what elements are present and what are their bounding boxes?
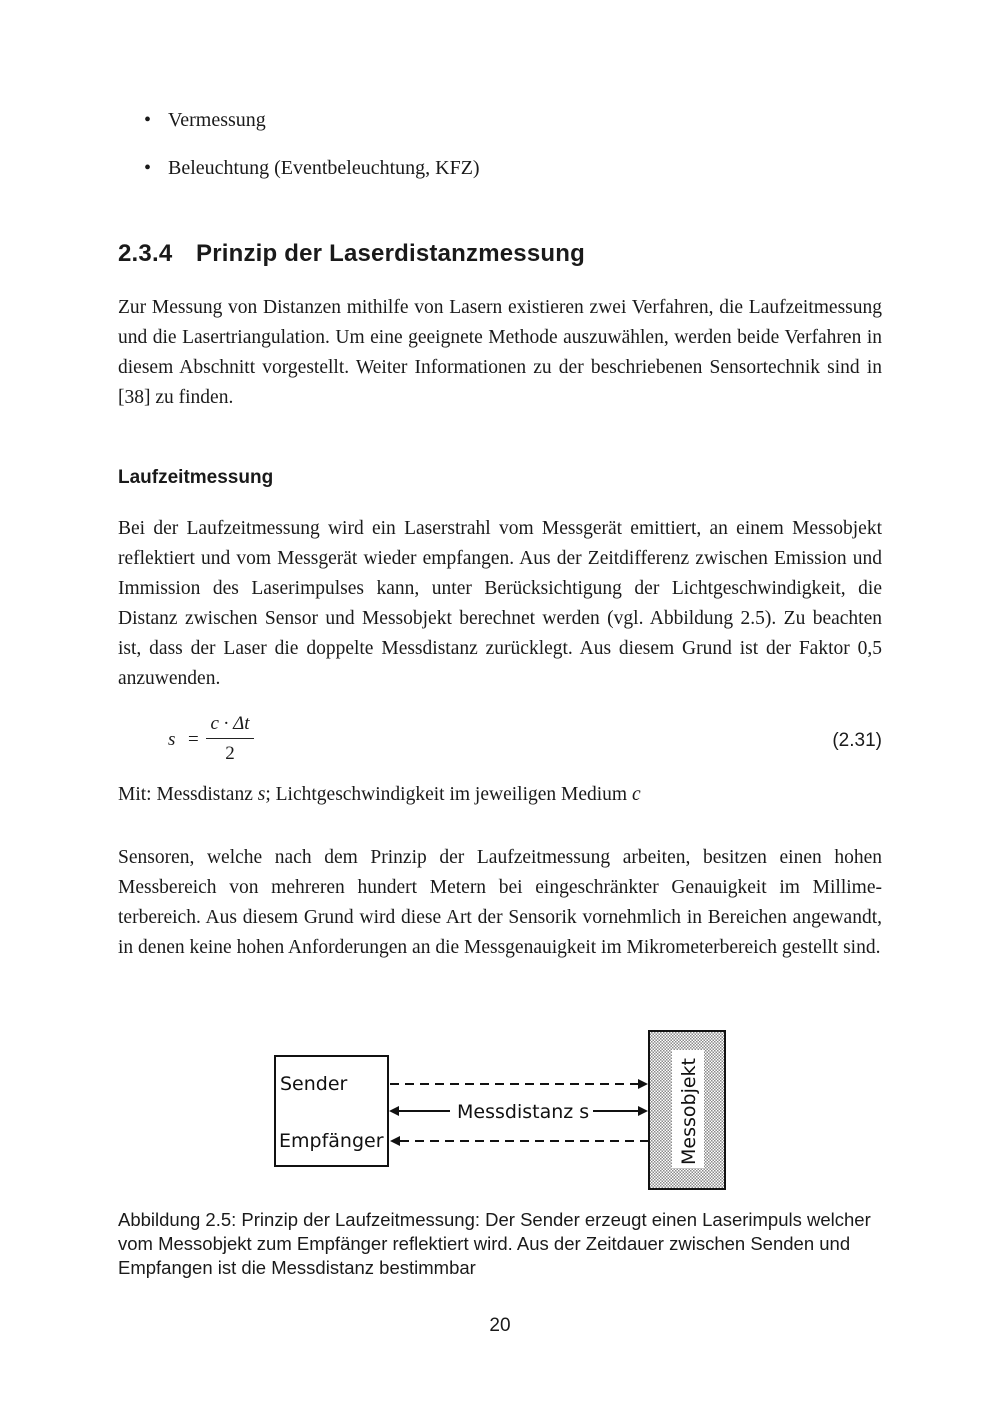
equation-legend	[118, 780, 641, 810]
distance-label: Messdistanz s	[457, 1101, 590, 1123]
section-number: 2.3.4	[118, 240, 173, 267]
equation-denominator: 2	[225, 743, 235, 764]
paragraph-intro: Zur Messung von Distanzen mithilfe von Lasern existieren zwei Verfahren, die Laufzeitmessung und die Lasertriangulation. Um eine geeignete Methode auszuwählen, werden beide Verfahren in diesem Abschnitt vorgestellt. Weiter Informationen zu der beschriebenen Sensortechnik sind in [38] zu finden.	[118, 297, 882, 408]
section-title: Prinzip der Laserdistanzmessung	[196, 240, 585, 267]
subheading-laufzeitmessung: Laufzeitmessung	[118, 467, 274, 488]
section-heading	[118, 240, 585, 268]
bullet-list	[140, 105, 480, 201]
legend-var-c: c	[631, 784, 641, 805]
emitted-beam-arrowhead	[638, 1079, 648, 1089]
reflected-beam-arrowhead	[390, 1136, 400, 1146]
legend-prefix: Mit: Messdistanz	[118, 784, 258, 805]
paragraph-sensoren: Sensoren, welche nach dem Prinzip der Laufzeitmessung arbeiten, besitzen einen hohen Messbereich von mehreren hundert Metern bei eingeschränkter Genauigkeit im Millimeterbereich. Aus diesem Grund wird diese Art der Sensorik vornehmlich in Bereichen angewandt, in denen keine hohen Anforderungen an die Messgenauigkeit im Mikrometerbereich gestellt sind.	[118, 847, 882, 958]
distance-arrowhead-right	[638, 1106, 648, 1116]
measurement-object-label: Messobjekt	[678, 1058, 700, 1165]
legend-var-s: s	[257, 784, 266, 805]
equation-fraction	[206, 712, 254, 765]
equation-lhs: s	[168, 729, 176, 750]
equation	[168, 712, 882, 772]
page-number: 20	[489, 1315, 511, 1336]
legend-middle: ; Lichtgeschwindigkeit im jeweiligen Medium	[265, 784, 632, 805]
list-item: • Vermessung	[140, 105, 480, 153]
sender-label: Sender	[280, 1073, 348, 1095]
receiver-label: Empfänger	[279, 1130, 384, 1152]
figure-diagram	[0, 1020, 1000, 1200]
equation-number: (2.31)	[832, 730, 882, 751]
paragraph-laufzeitmessung: Bei der Laufzeitmessung wird ein Laserstrahl vom Messgerät emittiert, an einem Messobjekt reflektiert und vom Messgerät wieder empfangen. Aus der Zeitdifferenz zwischen Emission und Immission des Laserimpulses kann, unter Berücksichtigung der Lichtgeschwindigkeit, die Distanz zwischen Sensor und Messobjekt berechnet werden (vgl. Abbildung 2.5). Zu beachten ist, dass der Laser die doppelte Messdistanz zurücklegt. Aus diesem Grund ist der Faktor 0,5 anzuwenden.	[118, 518, 882, 689]
equation-numerator: c · Δt	[210, 713, 250, 734]
figure-caption: Abbildung 2.5: Prinzip der Laufzeitmessung: Der Sender erzeugt einen Laserimpuls welcher vom Messobjekt zum Empfänger reflektiert wird. Aus der Zeitdauer zwischen Senden und Empfangen ist die Messdistanz bestimmbar	[118, 1209, 871, 1278]
fraction-bar	[206, 738, 254, 739]
list-item: • Beleuchtung (Eventbeleuchtung, KFZ)	[140, 153, 480, 201]
distance-arrowhead-left	[389, 1106, 399, 1116]
equation-equals: =	[188, 729, 199, 750]
diagram-svg	[0, 1020, 1000, 1200]
